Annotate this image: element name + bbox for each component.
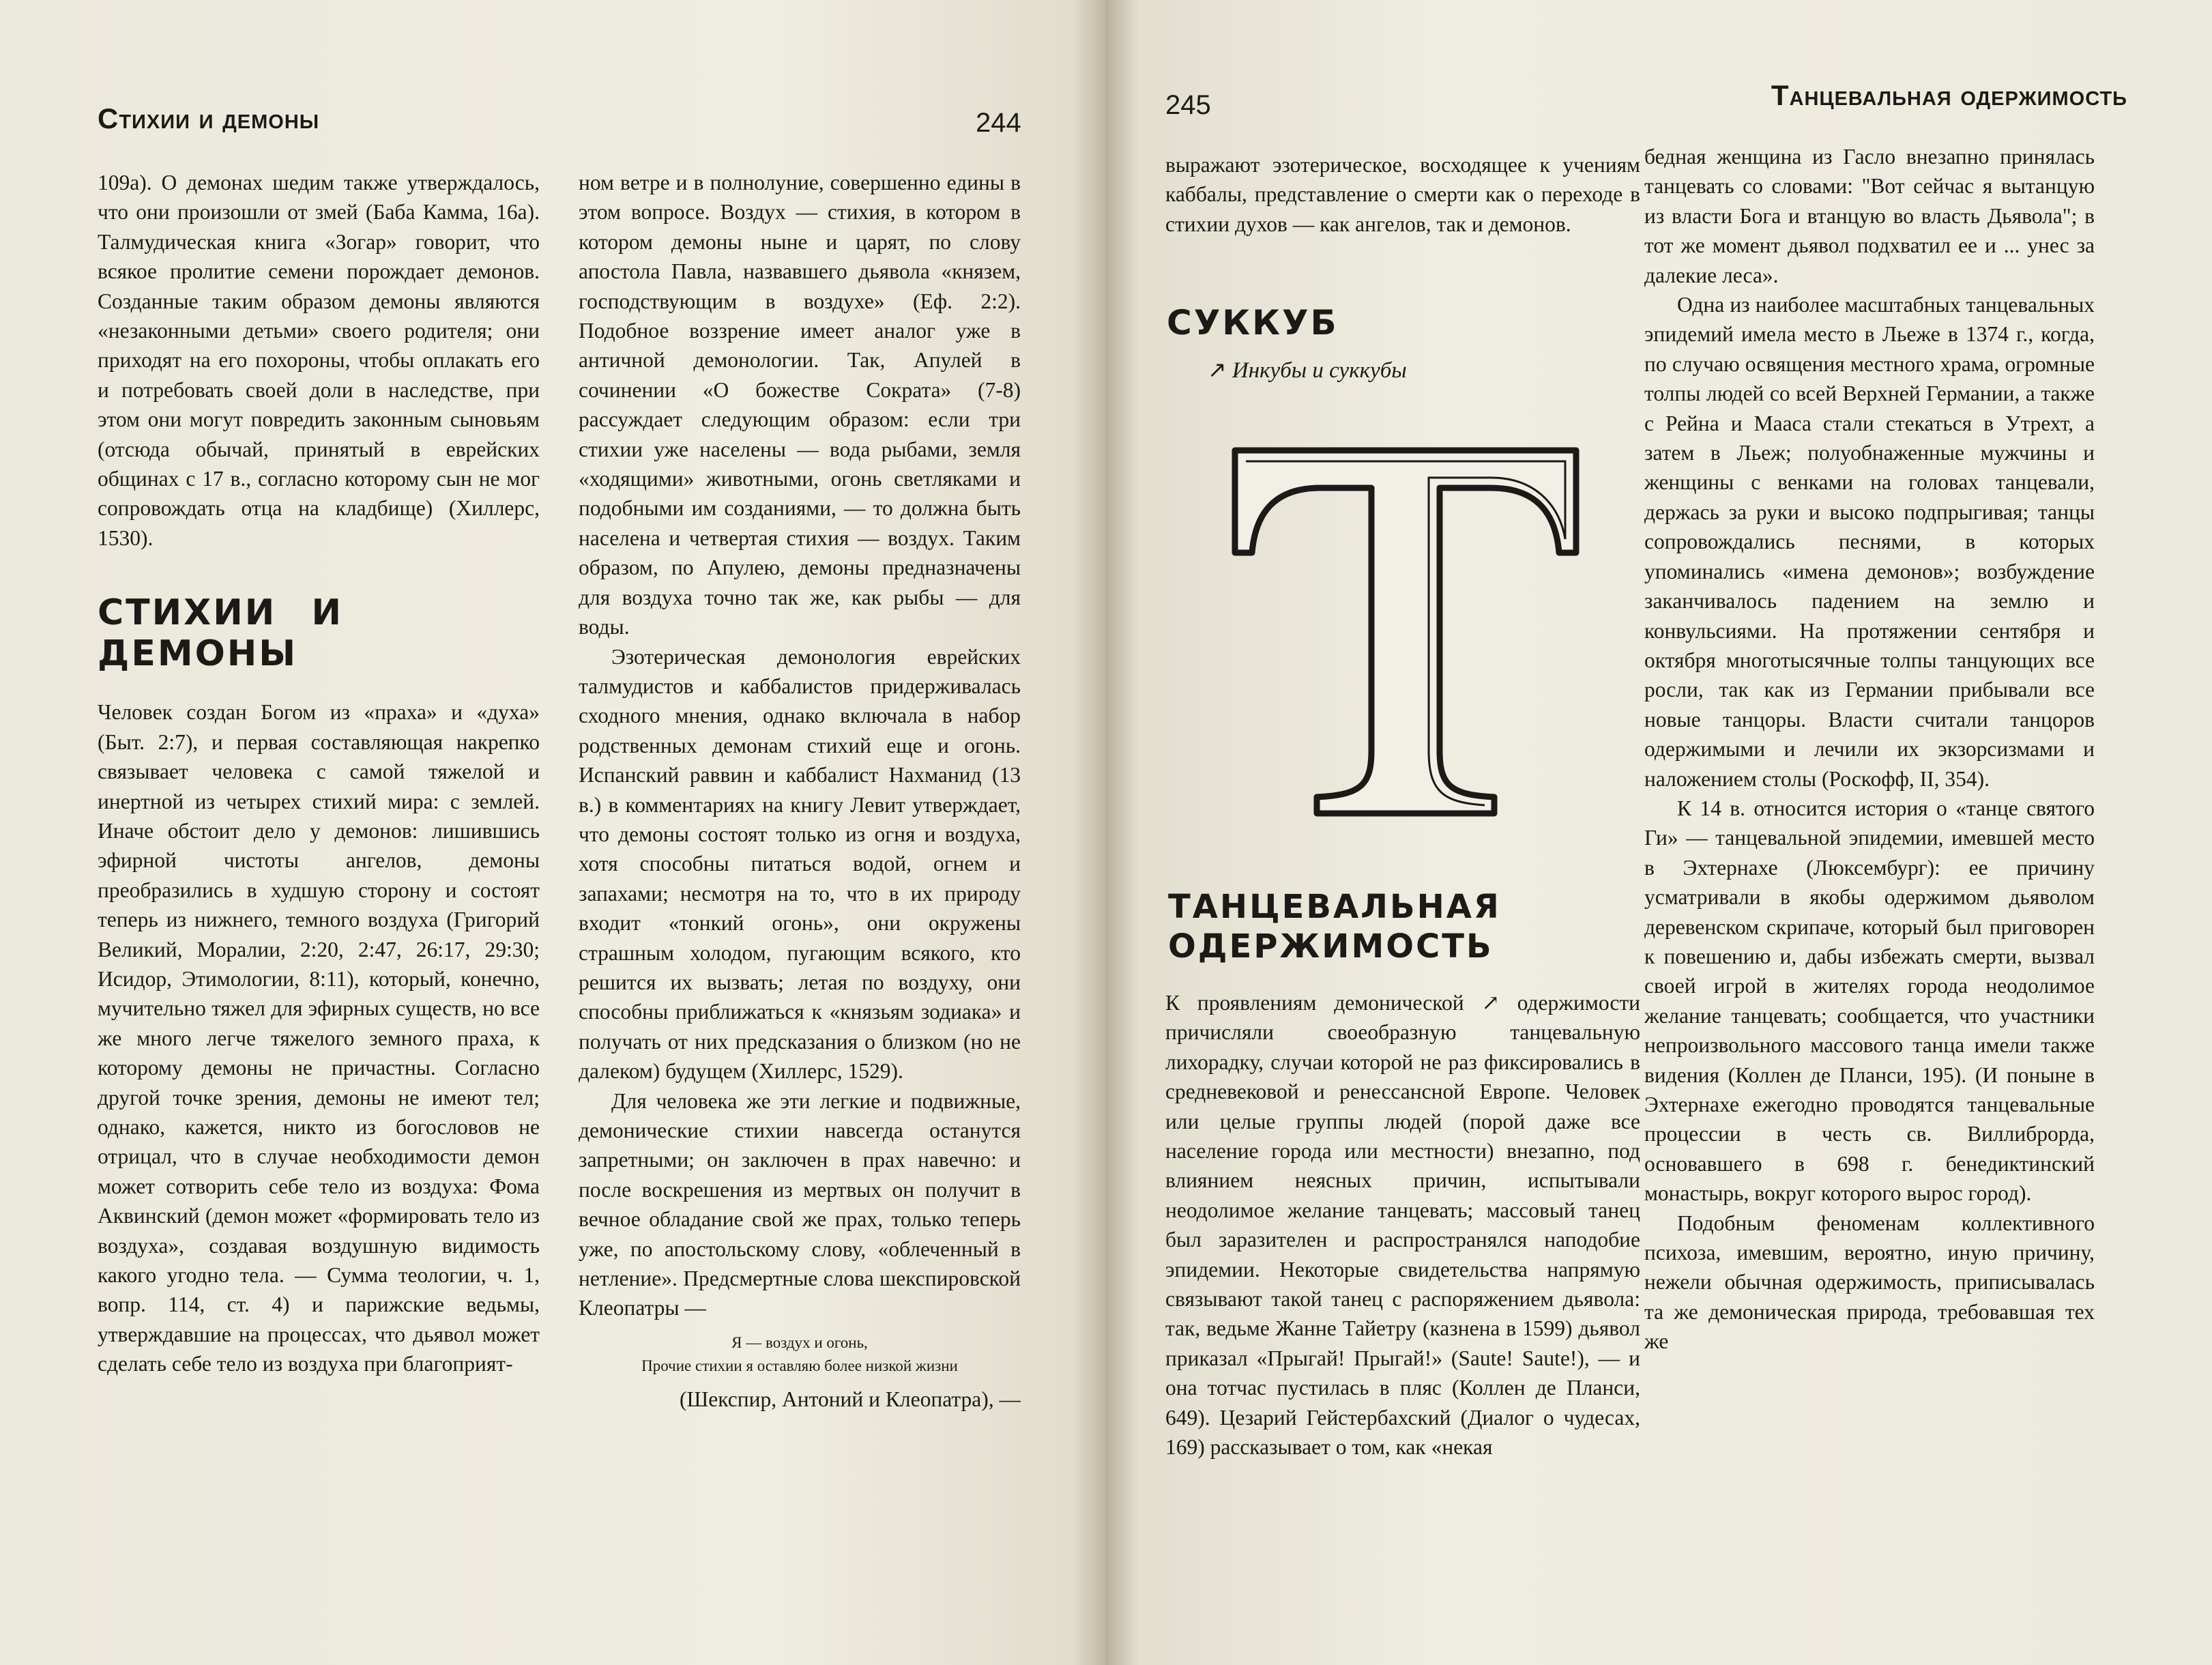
quote-attribution: (Шекспир, Антоний и Клеопатра), — bbox=[680, 1387, 1021, 1411]
drop-cap-letter-t bbox=[1214, 423, 1597, 832]
left-column-2 bbox=[579, 168, 1021, 1601]
paragraph: бедная женщина из Гасло внезапно принялась танцевать со словами: "Вот сейчас я вытанцую из власти Бога и втанцую во власть Дьявола"; в тот же момент дьявол подхватил ее и ... унес за далекие леса». bbox=[1644, 145, 2095, 287]
verse-quote bbox=[579, 1331, 1021, 1378]
section-title-stikhii: СТИХИИ И ДЕМОНЫ bbox=[98, 592, 343, 675]
paragraph: ном ветре и в полнолуние, совершенно едины в этом вопросе. Воздух — стихия, в котором в котором демоны ныне и царят, по слову апостола Павла, назвавшего дьявола «князем, господствующим в воздухе» (Еф. 2:2). Подобное воззрение имеет аналог уже в античной демонологии. Так, Апулей в сочинении «О божестве Сократа» (7-8) рассуждает следующим образом: если три стихии уже населены — вода рыбами, земля «ходящими» животными, огонь светляками и подобными им созданиями, — то должна быть населена и четвертая стихия — воздух. Таким образом, по Апулею, демоны предназначены для воздуха точно так же, как рыбы — для воды. bbox=[579, 171, 1021, 639]
right-page bbox=[1105, 0, 2212, 1665]
section-title-line: ОДЕРЖИМОСТЬ bbox=[1168, 927, 1494, 966]
left-column-1 bbox=[98, 168, 540, 1601]
section-title-sukkub: СУККУБ bbox=[1167, 303, 1339, 343]
paragraph: 109а). О демонах шедим также утверждалось, что они произошли от змей (Баба Камма, 16а). Талмудическая книга «Зогар» говорит, что всякое пролитие семени порождает демонов. Созданные таким образом демоны являются «незаконными детьми» своего родителя; они приходят на его похороны, чтобы оплакать его и потребовать своей доли в наследстве, при этом они могут повредить законным сыновьям (отсюда обычай, принятый в еврейских общинах с 17 в., согласно которому сын не мог сопровождать отца на кладбище) (Хиллерс, 1530). bbox=[98, 171, 540, 550]
running-head-right: Танцевальная одержимость bbox=[1771, 79, 2127, 111]
paragraph: Для человека же эти легкие и подвижные, демонические стихии навсегда останутся запретными; он заключен в прах навечно: и после воскрешения из мертвых он получит в вечное обладание свой же прах, только теперь уже, по апостольскому слову, «облеченный в нетление». Предсмертные слова шекспировской Клеопатры — bbox=[579, 1088, 1021, 1320]
paragraph: К 14 в. относится история о «танце святого Ги» — танцевальной эпидемии, имевшей место в Эхтернахе (Люксембург): ее причину усматривали в якобы одержимом дьяволом деревенском скрипаче, который был приговорен к повешению и, дабы избежать смерти, вызвал своей игрой в жителях города неодолимое желание танцевать; сообщается, что участники непроизвольного массового танца имели также видения (Коллен де Планси, 195). (И поныне в Эхтернахе ежегодно проводятся танцевальные процессии в честь св. Виллиброрда, основавшего в 698 г. бенедиктинский монастырь, вокруг которого вырос город). bbox=[1644, 796, 2095, 1206]
right-column-1-top bbox=[1165, 150, 1640, 273]
quote-line: Прочие стихии я оставляю более низкой жизни bbox=[641, 1357, 958, 1374]
page-number-left: 244 bbox=[976, 108, 1021, 138]
see-also-incubi[interactable] bbox=[1208, 356, 1407, 383]
paragraph: Подобным феноменам коллективного психоза, имевшим, вероятно, иную причину, нежели обычная одержимость, приписывалась та же демоническая природа, требовавшая тех же bbox=[1644, 1211, 2095, 1354]
page-number-right: 245 bbox=[1165, 90, 1211, 120]
paragraph: К проявлениям демонической ↗ одержимости причисляли своеобразную танцевальную лихорадку, случаи которой не раз фиксировались в средневековой и ренессансной Европе. Человек или целые группы людей (порой даже все население города или местности) внезапно, под влиянием неясных причин, испытывали неодолимое желание танцевать; массовый танец был заразителен и распространялся наподобие эпидемии. Некоторые свидетельства напрямую связывают такой танец с распоряжением дьявола: так, ведьме Жанне Тайетру (казнена в 1599) дьявол приказал «Прыгай! Прыгай!» (Saute! Saute!), — и она тотчас пустилась в пляс (Коллен де Планси, 649). Цезарий Гейстербахский (Диалог о чудесах, 169) рассказывает о том, как «некая bbox=[1165, 991, 1640, 1460]
paragraph: выражают эзотерическое, восходящее к учениям каббалы, представление о смерти как о переходе в стихии духов — как ангелов, так и демонов. bbox=[1165, 153, 1640, 236]
section-title-dance bbox=[1168, 887, 1501, 966]
paragraph: Одна из наиболее масштабных танцевальных эпидемий имела место в Льеже в 1374 г., когда, по случаю освящения местного храма, огромные толпы людей со всей Верхней Германии, а также с Рейна и Мааса стали стекаться в Утрехт, а затем в Льеж; полуобнаженные мужчины и женщины с венками на головах танцевали, держась за руки и высоко подпрыгивая; танцы сопровождались песнями, в которых упоминались «имена демонов»; возбуждение заканчивалось падением на землю и конвульсиями. На протяжении сентября и октября многотысячные толпы танцующих все росли, так как из Германии прибывали все новые танцоры. Власти считали танцоров одержимыми и лечили их экзорсизмами и наложением столы (Роскофф, II, 354). bbox=[1644, 293, 2095, 791]
drop-cap-text: Т bbox=[1214, 423, 1215, 424]
see-also-link[interactable]: Инкубы и суккубы bbox=[1232, 358, 1407, 383]
quote-line: Я — воздух и огонь, bbox=[731, 1333, 868, 1351]
right-column-2 bbox=[1644, 142, 2095, 1582]
right-column-1-bottom bbox=[1165, 988, 1640, 1582]
see-arrow-icon: ↗ bbox=[1208, 356, 1227, 383]
section-title-line: ТАНЦЕВАЛЬНАЯ bbox=[1168, 888, 1501, 926]
running-head-left: Стихии и демоны bbox=[98, 102, 320, 134]
paragraph: Эзотерическая демонология еврейских талмудистов и каббалистов придерживалась сходного мнения, однако включала в набор родственных демонам стихий еще и огонь. Испанский раввин и каббалист Нахманид (13 в.) в комментариях на книгу Левит утверждает, что демоны состоят только из огня и воздуха, хотя способны питаться водой, огнем и запахами; несмотря на то, что в их природу входит «тонкий огонь», они окружены страшным холодом, пугающим всякого, кто решится их вызвать; летая по воздуху, они способны приближаться к «князьям зодиака» и получать от них предсказания о близком (но не далеком) будущем (Хиллерс, 1529). bbox=[579, 644, 1021, 1084]
left-page bbox=[0, 0, 1105, 1665]
paragraph: Человек создан Богом из «праха» и «духа» (Быт. 2:7), и первая составляющая накрепко связывает человека с самой тяжелой и инертной из четырех стихий мира: с землей. Иначе обстоит дело у демонов: лишившись эфирной чистоты ангелов, демоны преобразились в худшую сторону и состоят теперь из нижнего, темного воздуха (Григорий Великий, Моралии, 2:20, 2:47, 26:17, 29:30; Исидор, Этимологии, 8:11), который, конечно, мучительно тяжел для эфирных существ, но все же много легче тяжелого земного праха, к которому демоны не причастны. Согласно другой точке зрения, демоны не имеют тел; однако, кажется, никто из богословов не отрицал, что в случае необходимости демон может сотворить себе тело из воздуха: Фома Аквинский (демон может «формировать тело из воздуха», создавая воздушную видимость какого угодно тела. — Сумма теологии, ч. 1, вопр. 114, ст. 4) и парижские ведьмы, утверждавшие на процессах, что дьявол может сделать себе тело из воздуха при благоприят- bbox=[98, 700, 540, 1376]
